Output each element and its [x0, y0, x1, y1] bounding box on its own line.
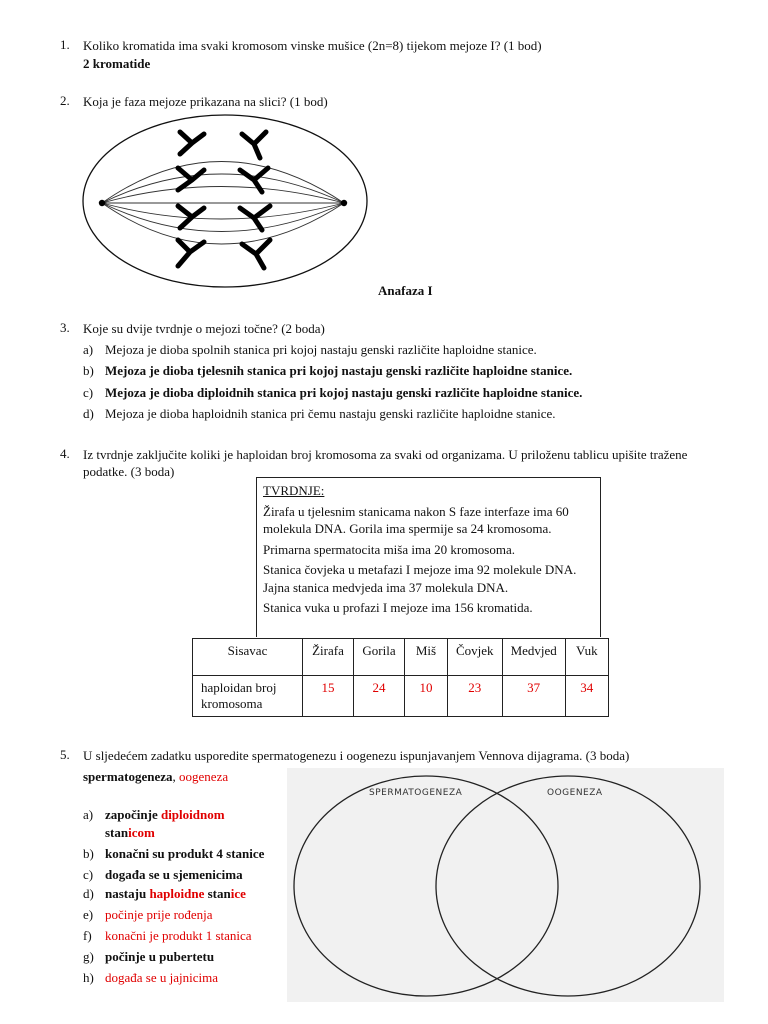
venn-right-label: OOGENEZA [547, 788, 603, 798]
statement-mouse: Primarna spermatocita miša ima 20 kromosoma. [263, 541, 515, 557]
item-text-red: diploidnom [160, 807, 225, 822]
table-row [193, 676, 609, 717]
item-letter: c) [83, 867, 94, 882]
item-letter: h) [83, 970, 94, 985]
q2-text: Koja je faza mejoze prikazana na slici? (1 bod) [83, 94, 328, 109]
option-text: Mejoza je dioba diploidnih stanica pri kojoj nastaju genski različite haploidne stanice. [105, 385, 583, 400]
statement-giraffe-gorilla: Žirafa u tjelesnim stanicama nakon S faze interfaze ima 60 molekula DNA. Gorila ima spermije sa 24 kromosoma. [263, 503, 569, 536]
statements-title: TVRDNJE: [263, 483, 325, 498]
option-text: Mejoza je dioba spolnih stanica pri kojoj nastaju genski različite haploidne stanice. [105, 342, 537, 357]
venn-item-e [83, 906, 213, 924]
q4-text-cont: podatke. (3 boda) [83, 464, 175, 479]
option-letter: b) [83, 363, 94, 378]
item-text: stan [105, 825, 129, 840]
venn-item-a-cont [105, 824, 155, 842]
venn-item-c [83, 866, 243, 884]
q3-option-b [83, 362, 572, 380]
statement-wolf: Stanica vuka u profazi I mejoze ima 156 kromatida. [263, 600, 533, 615]
q1-answer: 2 kromatide [83, 56, 151, 71]
haploid-table [192, 638, 609, 717]
statements-box [256, 477, 601, 637]
legend-oogenesis: oogeneza [179, 769, 229, 784]
item-text-red: ice [230, 886, 246, 901]
q4-number: 4. [60, 446, 70, 461]
item-text: počinje prije rođenja [105, 907, 213, 922]
q3-number: 3. [60, 320, 70, 335]
q5-number: 5. [60, 747, 70, 762]
item-text: nastaju [105, 886, 150, 901]
item-text: konačni su produkt 4 stanice [105, 846, 265, 861]
item-text-red: icom [128, 825, 155, 840]
item-text-red: haploidne [149, 886, 205, 901]
item-letter: e) [83, 907, 94, 922]
option-letter: d) [83, 406, 94, 421]
q3-option-c [83, 384, 582, 402]
q4-text: Iz tvrdnje zaključite koliki je haploidan broj kromosoma za svaki od organizama. U priloženu tablicu upišite tražene [83, 447, 688, 462]
option-text: Mejoza je dioba haploidnih stanica pri čemu nastaju genski različite haploidne stanice. [105, 406, 556, 421]
table-cell: 15 [303, 676, 354, 717]
table-cell: 10 [405, 676, 448, 717]
item-text: događa se u jajnicima [105, 970, 218, 985]
table-header-cell: Gorila [354, 639, 405, 676]
table-cell: 34 [565, 676, 608, 717]
legend-separator: , [172, 769, 180, 784]
item-letter: f) [83, 928, 92, 943]
table-cell: 23 [448, 676, 503, 717]
table-header-cell: Miš [405, 639, 448, 676]
table-header-cell: Vuk [565, 639, 608, 676]
venn-item-a [83, 806, 225, 824]
q2-answer: Anafaza I [378, 283, 433, 298]
table-cell: 37 [502, 676, 565, 717]
item-text: stan [204, 886, 231, 901]
item-letter: g) [83, 949, 94, 964]
q1-text: Koliko kromatida ima svaki kromosom vinske mušice (2n=8) tijekom mejoze I? (1 bod) [83, 38, 542, 53]
venn-diagram [287, 768, 724, 1002]
q3-option-a [83, 341, 537, 359]
item-text: konačni je produkt 1 stanica [105, 928, 252, 943]
item-letter: d) [83, 886, 94, 901]
table-header-cell: Medvjed [502, 639, 565, 676]
item-text: počinje u pubertetu [105, 949, 215, 964]
venn-item-h [83, 969, 218, 987]
venn-item-d [83, 885, 246, 903]
option-text: Mejoza je dioba tjelesnih stanica pri kojoj nastaju genski različite haploidne stanice. [105, 363, 573, 378]
table-row-label: haploidan broj kromosoma [193, 676, 303, 717]
q1-number: 1. [60, 37, 70, 52]
q3-option-d [83, 405, 556, 423]
venn-item-b [83, 845, 264, 863]
legend-spermatogenesis: spermatogeneza [83, 769, 173, 784]
item-text: započinje [105, 807, 161, 822]
option-letter: c) [83, 385, 94, 400]
venn-item-f [83, 927, 252, 945]
q5-text: U sljedećem zadatku usporedite spermatogenezu i oogenezu ispunjavanjem Vennova dijagrama. (3 boda) [83, 748, 630, 763]
table-header-cell: Čovjek [448, 639, 503, 676]
statement-human-bear: Stanica čovjeka u metafazi I mejoze ima 92 molekule DNA. Jajna stanica medvjeda ima 37 molekula DNA. [263, 562, 577, 595]
venn-left-label: SPERMATOGENEZA [369, 788, 463, 798]
venn-item-g [83, 948, 214, 966]
meiosis-anaphase-figure [80, 110, 380, 288]
option-letter: a) [83, 342, 94, 357]
q3-text: Koje su dvije tvrdnje o mejozi točne? (2 boda) [83, 321, 325, 336]
table-row [193, 639, 609, 676]
item-text: događa se u sjemenicima [105, 867, 243, 882]
table-header-label: Sisavac [193, 639, 303, 676]
item-letter: a) [83, 807, 94, 822]
table-cell: 24 [354, 676, 405, 717]
q2-number: 2. [60, 93, 70, 108]
table-header-cell: Žirafa [303, 639, 354, 676]
item-letter: b) [83, 846, 94, 861]
